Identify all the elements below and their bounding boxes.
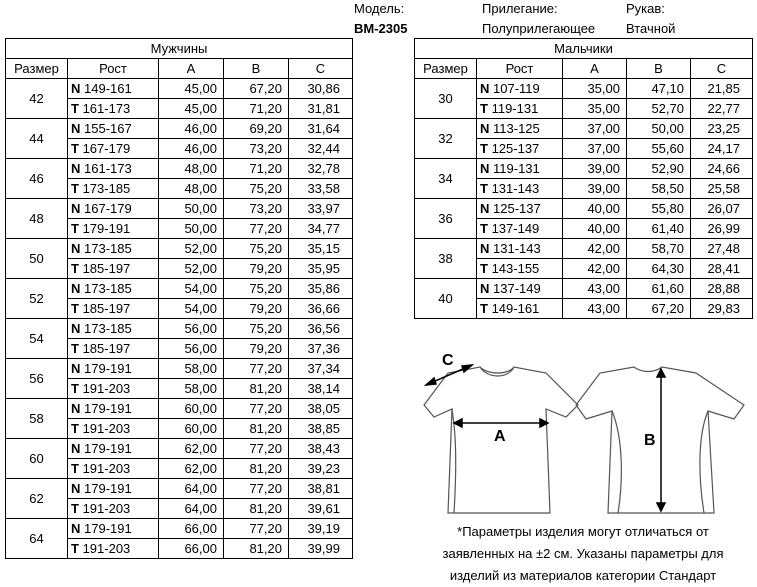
measure-c-cell: 26,07 bbox=[691, 199, 753, 219]
height-type: T bbox=[480, 301, 488, 316]
measure-c-cell: 37,36 bbox=[289, 339, 353, 359]
column-header: C bbox=[289, 59, 353, 79]
measure-b-cell: 79,20 bbox=[224, 259, 289, 279]
measure-c-cell: 25,58 bbox=[691, 179, 753, 199]
height-type: N bbox=[71, 81, 81, 96]
measure-a-arrow bbox=[454, 419, 548, 427]
measure-b-cell: 77,20 bbox=[224, 399, 289, 419]
measure-a-cell: 42,00 bbox=[563, 259, 627, 279]
height-range: 173-185 bbox=[82, 181, 131, 196]
table-title-row bbox=[415, 39, 753, 59]
measure-b-cell: 67,20 bbox=[627, 299, 691, 319]
height-cell bbox=[68, 259, 159, 279]
column-header: A bbox=[159, 59, 224, 79]
measure-a-cell: 64,00 bbox=[159, 479, 224, 499]
size-cell: 36 bbox=[415, 199, 477, 239]
tolerance-note bbox=[418, 521, 748, 587]
note-line: *Параметры изделия могут отличаться от bbox=[457, 524, 709, 539]
sleeve-label: Рукав: bbox=[626, 1, 665, 16]
measure-c-cell: 39,23 bbox=[289, 459, 353, 479]
measure-b-cell: 75,20 bbox=[224, 239, 289, 259]
height-cell bbox=[68, 439, 159, 459]
height-cell bbox=[68, 319, 159, 339]
height-type: T bbox=[480, 141, 488, 156]
measure-a-cell: 43,00 bbox=[563, 299, 627, 319]
height-type: T bbox=[71, 141, 79, 156]
label-a: A bbox=[494, 428, 506, 445]
height-range: 149-161 bbox=[84, 81, 132, 96]
height-range: 149-161 bbox=[491, 301, 540, 316]
measure-a-cell: 52,00 bbox=[159, 259, 224, 279]
measure-b-cell: 77,20 bbox=[224, 219, 289, 239]
size-cell: 50 bbox=[6, 239, 68, 279]
height-range: 179-191 bbox=[84, 521, 132, 536]
height-type: N bbox=[71, 321, 81, 336]
height-cell bbox=[68, 279, 159, 299]
size-cell: 60 bbox=[6, 439, 68, 479]
measure-b-cell: 69,20 bbox=[224, 119, 289, 139]
measure-a-cell: 46,00 bbox=[159, 119, 224, 139]
table-row bbox=[415, 279, 753, 299]
height-type: T bbox=[71, 301, 79, 316]
measure-a-cell: 66,00 bbox=[159, 539, 224, 559]
measure-c-cell: 38,05 bbox=[289, 399, 353, 419]
measure-a-cell: 39,00 bbox=[563, 159, 627, 179]
table-row bbox=[6, 519, 353, 539]
size-cell: 42 bbox=[6, 79, 68, 119]
measure-c-cell: 38,14 bbox=[289, 379, 353, 399]
sleeve-value: Втачной bbox=[626, 21, 676, 36]
height-cell bbox=[68, 519, 159, 539]
height-cell bbox=[477, 239, 563, 259]
height-range: 179-191 bbox=[84, 441, 132, 456]
height-type: T bbox=[480, 181, 488, 196]
measure-a-cell: 50,00 bbox=[159, 199, 224, 219]
measure-a-cell: 56,00 bbox=[159, 339, 224, 359]
table-row bbox=[6, 479, 353, 499]
table-header-row bbox=[6, 59, 353, 79]
table-row bbox=[6, 239, 353, 259]
measure-b-cell: 75,20 bbox=[224, 179, 289, 199]
measure-a-cell: 37,00 bbox=[563, 119, 627, 139]
measure-c-cell: 21,85 bbox=[691, 79, 753, 99]
measure-b-cell: 61,60 bbox=[627, 279, 691, 299]
measure-a-cell: 37,00 bbox=[563, 139, 627, 159]
height-type: N bbox=[71, 481, 81, 496]
height-range: 191-203 bbox=[82, 461, 131, 476]
height-cell bbox=[68, 179, 159, 199]
height-cell bbox=[68, 399, 159, 419]
measure-a-cell: 40,00 bbox=[563, 219, 627, 239]
height-cell bbox=[68, 159, 159, 179]
height-range: 119-131 bbox=[493, 161, 540, 176]
height-type: N bbox=[480, 241, 490, 256]
measure-a-cell: 46,00 bbox=[159, 139, 224, 159]
height-type: N bbox=[71, 281, 81, 296]
height-cell bbox=[68, 139, 159, 159]
measure-b-cell: 79,20 bbox=[224, 339, 289, 359]
measure-b-arrow bbox=[657, 369, 665, 511]
measure-c-cell: 28,88 bbox=[691, 279, 753, 299]
measure-a-cell: 45,00 bbox=[159, 99, 224, 119]
size-cell: 48 bbox=[6, 199, 68, 239]
height-type: T bbox=[71, 181, 79, 196]
height-range: 191-203 bbox=[82, 501, 131, 516]
height-cell bbox=[68, 479, 159, 499]
measure-c-cell: 34,77 bbox=[289, 219, 353, 239]
height-range: 125-137 bbox=[491, 141, 540, 156]
size-cell: 62 bbox=[6, 479, 68, 519]
height-type: N bbox=[71, 521, 81, 536]
measure-c-cell: 38,85 bbox=[289, 419, 353, 439]
height-range: 185-197 bbox=[82, 261, 131, 276]
height-cell bbox=[68, 379, 159, 399]
height-type: T bbox=[480, 101, 488, 116]
model-label: Модель: bbox=[354, 1, 405, 16]
measure-b-cell: 61,40 bbox=[627, 219, 691, 239]
height-cell bbox=[68, 299, 159, 319]
measure-a-cell: 64,00 bbox=[159, 499, 224, 519]
measure-c-cell: 35,86 bbox=[289, 279, 353, 299]
size-cell: 64 bbox=[6, 519, 68, 559]
measure-c-cell: 31,64 bbox=[289, 119, 353, 139]
height-cell bbox=[68, 459, 159, 479]
height-cell bbox=[477, 299, 563, 319]
table-row bbox=[6, 439, 353, 459]
measure-b-cell: 77,20 bbox=[224, 359, 289, 379]
column-header: Размер bbox=[6, 59, 68, 79]
measure-b-cell: 55,80 bbox=[627, 199, 691, 219]
measure-b-cell: 67,20 bbox=[224, 79, 289, 99]
measure-c-cell: 37,34 bbox=[289, 359, 353, 379]
measure-c-cell: 23,25 bbox=[691, 119, 753, 139]
height-cell bbox=[477, 259, 563, 279]
measure-a-cell: 54,00 bbox=[159, 299, 224, 319]
size-cell: 30 bbox=[415, 79, 477, 119]
measure-a-cell: 58,00 bbox=[159, 359, 224, 379]
fit-label: Прилегание: bbox=[482, 1, 558, 16]
height-type: N bbox=[480, 281, 490, 296]
measure-c-cell: 33,97 bbox=[289, 199, 353, 219]
measure-b-cell: 81,20 bbox=[224, 539, 289, 559]
fit-value: Полуприлегающее bbox=[482, 21, 596, 36]
height-range: 167-179 bbox=[84, 201, 132, 216]
table-row bbox=[6, 399, 353, 419]
height-type: T bbox=[480, 221, 488, 236]
height-range: 191-203 bbox=[82, 421, 131, 436]
height-type: T bbox=[71, 341, 79, 356]
height-range: 179-191 bbox=[84, 401, 132, 416]
table-row bbox=[6, 359, 353, 379]
table-row bbox=[6, 79, 353, 99]
measure-b-cell: 58,50 bbox=[627, 179, 691, 199]
height-range: 179-191 bbox=[82, 221, 131, 236]
height-cell bbox=[477, 219, 563, 239]
height-cell bbox=[68, 99, 159, 119]
height-cell bbox=[68, 359, 159, 379]
height-type: N bbox=[480, 201, 490, 216]
measure-a-cell: 56,00 bbox=[159, 319, 224, 339]
measure-c-cell: 29,83 bbox=[691, 299, 753, 319]
tshirt-back-icon bbox=[576, 367, 744, 513]
size-cell: 54 bbox=[6, 319, 68, 359]
measure-b-cell: 71,20 bbox=[224, 159, 289, 179]
size-cell: 34 bbox=[415, 159, 477, 199]
measure-b-cell: 52,90 bbox=[627, 159, 691, 179]
measure-b-cell: 81,20 bbox=[224, 419, 289, 439]
height-type: N bbox=[71, 201, 81, 216]
measure-c-cell: 35,95 bbox=[289, 259, 353, 279]
height-range: 161-173 bbox=[84, 161, 132, 176]
height-range: 113-125 bbox=[493, 121, 540, 136]
measure-c-cell: 32,78 bbox=[289, 159, 353, 179]
measure-c-cell: 39,19 bbox=[289, 519, 353, 539]
measure-a-cell: 62,00 bbox=[159, 459, 224, 479]
measure-a-cell: 42,00 bbox=[563, 239, 627, 259]
measure-a-cell: 60,00 bbox=[159, 419, 224, 439]
height-range: 191-203 bbox=[82, 381, 131, 396]
table-row bbox=[415, 239, 753, 259]
size-cell: 38 bbox=[415, 239, 477, 279]
size-cell: 52 bbox=[6, 279, 68, 319]
height-cell bbox=[68, 419, 159, 439]
height-range: 155-167 bbox=[84, 121, 132, 136]
measure-b-cell: 71,20 bbox=[224, 99, 289, 119]
height-cell bbox=[68, 339, 159, 359]
height-cell bbox=[477, 159, 563, 179]
table-row bbox=[415, 79, 753, 99]
height-type: T bbox=[71, 421, 79, 436]
measure-c-cell: 30,86 bbox=[289, 79, 353, 99]
measure-a-cell: 60,00 bbox=[159, 399, 224, 419]
measure-c-cell: 32,44 bbox=[289, 139, 353, 159]
height-type: N bbox=[71, 241, 81, 256]
table-row bbox=[415, 159, 753, 179]
size-cell: 44 bbox=[6, 119, 68, 159]
measure-a-cell: 35,00 bbox=[563, 99, 627, 119]
measure-c-cell: 24,66 bbox=[691, 159, 753, 179]
measure-c-cell: 28,41 bbox=[691, 259, 753, 279]
height-type: T bbox=[71, 381, 79, 396]
measure-c-cell: 24,17 bbox=[691, 139, 753, 159]
table-row bbox=[6, 119, 353, 139]
column-header: B bbox=[224, 59, 289, 79]
note-line: изделий из материалов категории Стандарт bbox=[449, 568, 717, 583]
table-title-row bbox=[6, 39, 353, 59]
height-cell bbox=[68, 199, 159, 219]
measure-b-cell: 58,70 bbox=[627, 239, 691, 259]
height-type: N bbox=[71, 361, 81, 376]
height-cell bbox=[477, 139, 563, 159]
tshirt-diagram bbox=[418, 345, 754, 520]
height-range: 161-173 bbox=[82, 101, 131, 116]
height-range: 173-185 bbox=[84, 321, 132, 336]
height-cell bbox=[68, 539, 159, 559]
measure-b-cell: 50,00 bbox=[627, 119, 691, 139]
height-cell bbox=[477, 119, 563, 139]
height-type: N bbox=[71, 441, 81, 456]
height-type: N bbox=[71, 161, 81, 176]
measure-c-cell: 33,58 bbox=[289, 179, 353, 199]
measure-b-cell: 81,20 bbox=[224, 499, 289, 519]
size-cell: 56 bbox=[6, 359, 68, 399]
measure-c-cell: 27,48 bbox=[691, 239, 753, 259]
height-range: 185-197 bbox=[82, 341, 131, 356]
men-size-table bbox=[5, 38, 353, 559]
height-range: 131-143 bbox=[491, 181, 540, 196]
height-type: N bbox=[71, 401, 81, 416]
table-row bbox=[6, 279, 353, 299]
measure-a-cell: 40,00 bbox=[563, 199, 627, 219]
column-header: Размер bbox=[415, 59, 477, 79]
height-range: 179-191 bbox=[84, 361, 132, 376]
height-range: 173-185 bbox=[84, 281, 132, 296]
measure-b-cell: 79,20 bbox=[224, 299, 289, 319]
size-cell: 32 bbox=[415, 119, 477, 159]
height-type: N bbox=[480, 81, 490, 96]
table-row bbox=[6, 319, 353, 339]
size-cell: 58 bbox=[6, 399, 68, 439]
measure-b-cell: 81,20 bbox=[224, 379, 289, 399]
table-row bbox=[6, 199, 353, 219]
height-type: N bbox=[480, 121, 490, 136]
measure-a-cell: 50,00 bbox=[159, 219, 224, 239]
height-type: T bbox=[71, 101, 79, 116]
measure-c-cell: 36,56 bbox=[289, 319, 353, 339]
height-type: T bbox=[71, 221, 79, 236]
table-row bbox=[415, 119, 753, 139]
measure-b-cell: 55,60 bbox=[627, 139, 691, 159]
height-type: T bbox=[71, 461, 79, 476]
measure-a-cell: 54,00 bbox=[159, 279, 224, 299]
height-range: 185-197 bbox=[82, 301, 131, 316]
measure-b-cell: 64,30 bbox=[627, 259, 691, 279]
height-range: 143-155 bbox=[491, 261, 540, 276]
height-range: 131-143 bbox=[493, 241, 541, 256]
measure-b-cell: 75,20 bbox=[224, 279, 289, 299]
measure-b-cell: 77,20 bbox=[224, 439, 289, 459]
height-type: T bbox=[71, 501, 79, 516]
label-c: C bbox=[442, 352, 454, 369]
measure-b-cell: 75,20 bbox=[224, 319, 289, 339]
measure-c-cell: 26,99 bbox=[691, 219, 753, 239]
note-line: заявленных на ±2 см. Указаны параметры для bbox=[442, 546, 724, 561]
measure-c-cell: 31,81 bbox=[289, 99, 353, 119]
height-cell bbox=[477, 99, 563, 119]
height-range: 137-149 bbox=[491, 221, 540, 236]
height-range: 167-179 bbox=[82, 141, 131, 156]
size-cell: 40 bbox=[415, 279, 477, 319]
height-type: T bbox=[71, 541, 79, 556]
measure-a-cell: 58,00 bbox=[159, 379, 224, 399]
height-cell bbox=[68, 79, 159, 99]
height-type: T bbox=[71, 261, 79, 276]
height-range: 173-185 bbox=[84, 241, 132, 256]
measure-c-cell: 22,77 bbox=[691, 99, 753, 119]
label-b: B bbox=[644, 432, 656, 449]
height-type: N bbox=[71, 121, 81, 136]
height-type: N bbox=[480, 161, 490, 176]
column-header: Рост bbox=[477, 59, 563, 79]
height-cell bbox=[477, 279, 563, 299]
column-header: C bbox=[691, 59, 753, 79]
measure-b-cell: 73,20 bbox=[224, 139, 289, 159]
measure-a-cell: 62,00 bbox=[159, 439, 224, 459]
measure-b-cell: 47,10 bbox=[627, 79, 691, 99]
size-cell: 46 bbox=[6, 159, 68, 199]
height-range: 137-149 bbox=[493, 281, 541, 296]
height-cell bbox=[477, 199, 563, 219]
measure-c-cell: 39,61 bbox=[289, 499, 353, 519]
measure-a-cell: 35,00 bbox=[563, 79, 627, 99]
measure-a-cell: 66,00 bbox=[159, 519, 224, 539]
measure-a-cell: 48,00 bbox=[159, 179, 224, 199]
measure-a-cell: 52,00 bbox=[159, 239, 224, 259]
model-value: BM-2305 bbox=[354, 21, 408, 36]
height-cell bbox=[68, 219, 159, 239]
measure-b-cell: 81,20 bbox=[224, 459, 289, 479]
measure-a-cell: 48,00 bbox=[159, 159, 224, 179]
measure-c-cell: 38,81 bbox=[289, 479, 353, 499]
measure-a-cell: 45,00 bbox=[159, 79, 224, 99]
measure-b-cell: 73,20 bbox=[224, 199, 289, 219]
height-range: 119-131 bbox=[491, 101, 539, 116]
measure-c-cell: 36,66 bbox=[289, 299, 353, 319]
measure-b-cell: 52,70 bbox=[627, 99, 691, 119]
height-type: T bbox=[480, 261, 488, 276]
boys-size-table bbox=[414, 38, 753, 319]
height-cell bbox=[68, 119, 159, 139]
measure-c-cell: 38,43 bbox=[289, 439, 353, 459]
height-range: 191-203 bbox=[82, 541, 131, 556]
table-title: Мальчики bbox=[415, 39, 753, 59]
height-range: 125-137 bbox=[493, 201, 541, 216]
column-header: A bbox=[563, 59, 627, 79]
height-range: 179-191 bbox=[84, 481, 132, 496]
table-row bbox=[6, 159, 353, 179]
measure-c-cell: 35,15 bbox=[289, 239, 353, 259]
measure-c-cell: 39,99 bbox=[289, 539, 353, 559]
height-cell bbox=[68, 499, 159, 519]
height-cell bbox=[477, 179, 563, 199]
table-title: Мужчины bbox=[6, 39, 353, 59]
measure-a-cell: 43,00 bbox=[563, 279, 627, 299]
table-header-row bbox=[415, 59, 753, 79]
height-cell bbox=[477, 79, 563, 99]
column-header: B bbox=[627, 59, 691, 79]
height-range: 107-119 bbox=[493, 81, 540, 96]
height-cell bbox=[68, 239, 159, 259]
measure-a-cell: 39,00 bbox=[563, 179, 627, 199]
measure-b-cell: 77,20 bbox=[224, 479, 289, 499]
table-row bbox=[415, 199, 753, 219]
column-header: Рост bbox=[68, 59, 159, 79]
measure-b-cell: 77,20 bbox=[224, 519, 289, 539]
